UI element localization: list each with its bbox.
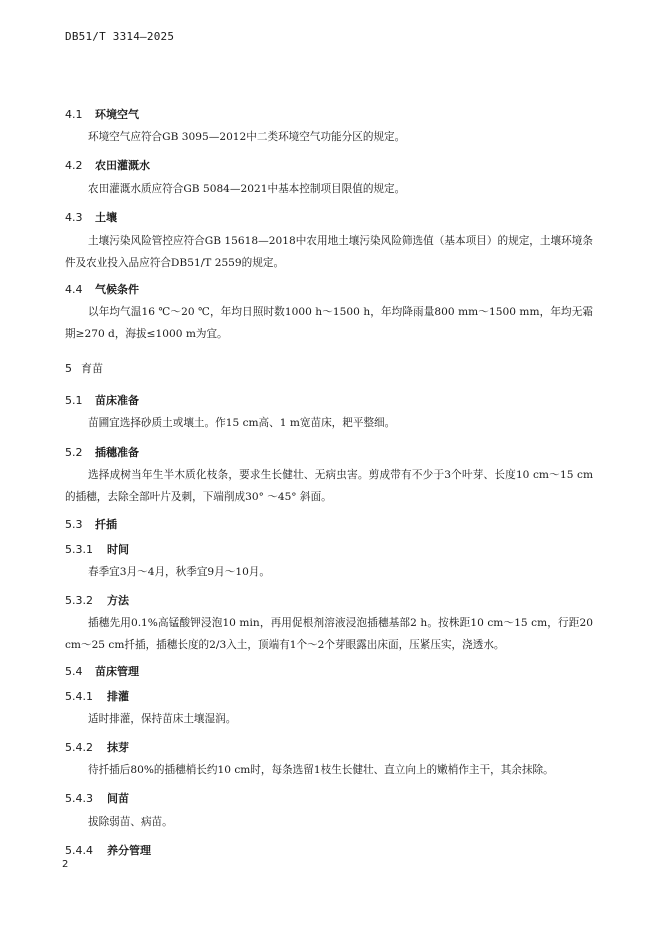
section-body-4-2: 农田灌溉水质应符合GB 5084—2021中基本控制项目限值的规定。 bbox=[88, 183, 406, 195]
section-number: 5.3.1 bbox=[65, 543, 93, 556]
section-heading-5-4-3 bbox=[65, 790, 129, 806]
section-body-4-1: 环境空气应符合GB 3095—2012中二类环境空气功能分区的规定。 bbox=[88, 131, 406, 143]
section-body-5-4-2: 待扦插后80%的插穗梢长约10 cm时，每条选留1枝生长健壮、直立向上的嫩梢作主干，其余抹除。 bbox=[88, 764, 554, 776]
section-body-5-3-2: 插穗先用0.1%高锰酸钾浸泡10 min，再用促根剂溶液浸泡插穗基部2 h。按株距10 cm～15 cm，行距20 cm～25 cm扦插，插穗长度的2/3入土，顶端有1个～2个芽眼露出床面，压紧压实，浇透水。 bbox=[65, 617, 593, 651]
section-title: 育苗 bbox=[81, 362, 103, 375]
section-title: 苗床准备 bbox=[95, 394, 139, 407]
section-number: 5.3.2 bbox=[65, 594, 93, 607]
section-number: 4.4 bbox=[65, 283, 83, 296]
section-title: 养分管理 bbox=[107, 844, 151, 857]
section-heading-4-2 bbox=[65, 157, 150, 173]
section-heading-5-4 bbox=[65, 663, 139, 679]
section-heading-4-1 bbox=[65, 106, 139, 122]
section-title: 农田灌溉水 bbox=[95, 159, 150, 172]
section-heading-4-4 bbox=[65, 281, 139, 297]
section-body-4-3: 土壤污染风险管控应符合GB 15618—2018中农用地土壤污染风险筛选值（基本项目）的规定，土壤环境条件及农业投入品应符合DB51/T 2559的规定。 bbox=[65, 235, 593, 269]
section-body-4-4: 以年均气温16 ℃～20 ℃，年均日照时数1000 h～1500 h，年均降雨量800 mm～1500 mm，年均无霜期≥270 d，海拔≤1000 m为宜。 bbox=[65, 306, 593, 340]
section-heading-5-4-1 bbox=[65, 688, 129, 704]
section-heading-5-1 bbox=[65, 392, 139, 408]
section-number: 5 bbox=[65, 362, 72, 375]
section-heading-5-2 bbox=[65, 444, 139, 460]
section-title: 时间 bbox=[107, 543, 129, 556]
section-number: 5.3 bbox=[65, 518, 83, 531]
section-heading-5-3-2 bbox=[65, 592, 129, 608]
section-title: 环境空气 bbox=[95, 108, 139, 121]
section-title: 苗床管理 bbox=[95, 665, 139, 678]
section-title: 间苗 bbox=[107, 792, 129, 805]
section-number: 5.4.2 bbox=[65, 741, 93, 754]
section-number: 4.3 bbox=[65, 211, 83, 224]
section-number: 5.4.3 bbox=[65, 792, 93, 805]
section-body-5-4-1: 适时排灌，保持苗床土壤湿润。 bbox=[88, 713, 237, 725]
section-title: 抹芽 bbox=[107, 741, 129, 754]
chapter-heading-5 bbox=[65, 360, 103, 376]
section-title: 排灌 bbox=[107, 690, 129, 703]
section-body-5-4-3: 拔除弱苗、病苗。 bbox=[88, 816, 173, 828]
section-heading-5-4-4 bbox=[65, 842, 151, 858]
section-number: 5.1 bbox=[65, 394, 83, 407]
section-title: 插穗准备 bbox=[95, 446, 139, 459]
section-body-5-1: 苗圃宜选择砂质土或壤土。作15 cm高、1 m宽苗床，耙平整细。 bbox=[88, 417, 396, 429]
section-title: 扦插 bbox=[95, 518, 117, 531]
section-title: 土壤 bbox=[95, 211, 117, 224]
document-number: DB51/T 3314—2025 bbox=[65, 30, 175, 43]
section-number: 5.4 bbox=[65, 665, 83, 678]
section-number: 4.1 bbox=[65, 108, 83, 121]
section-heading-4-3 bbox=[65, 209, 117, 225]
section-title: 气候条件 bbox=[95, 283, 139, 296]
section-number: 5.4.4 bbox=[65, 844, 93, 857]
section-number: 5.4.1 bbox=[65, 690, 93, 703]
page-number: 2 bbox=[62, 859, 69, 870]
section-body-5-2: 选择成树当年生半木质化枝条，要求生长健壮、无病虫害。剪成带有不少于3个叶芽、长度10 cm～15 cm的插穗，去除全部叶片及刺，下端削成30° ～45° 斜面。 bbox=[65, 469, 593, 503]
section-number: 4.2 bbox=[65, 159, 83, 172]
section-body-5-3-1: 春季宜3月～4月，秋季宜9月～10月。 bbox=[88, 566, 271, 578]
section-title: 方法 bbox=[107, 594, 129, 607]
section-heading-5-3 bbox=[65, 516, 117, 532]
section-heading-5-3-1 bbox=[65, 541, 129, 557]
section-heading-5-4-2 bbox=[65, 739, 129, 755]
section-number: 5.2 bbox=[65, 446, 83, 459]
